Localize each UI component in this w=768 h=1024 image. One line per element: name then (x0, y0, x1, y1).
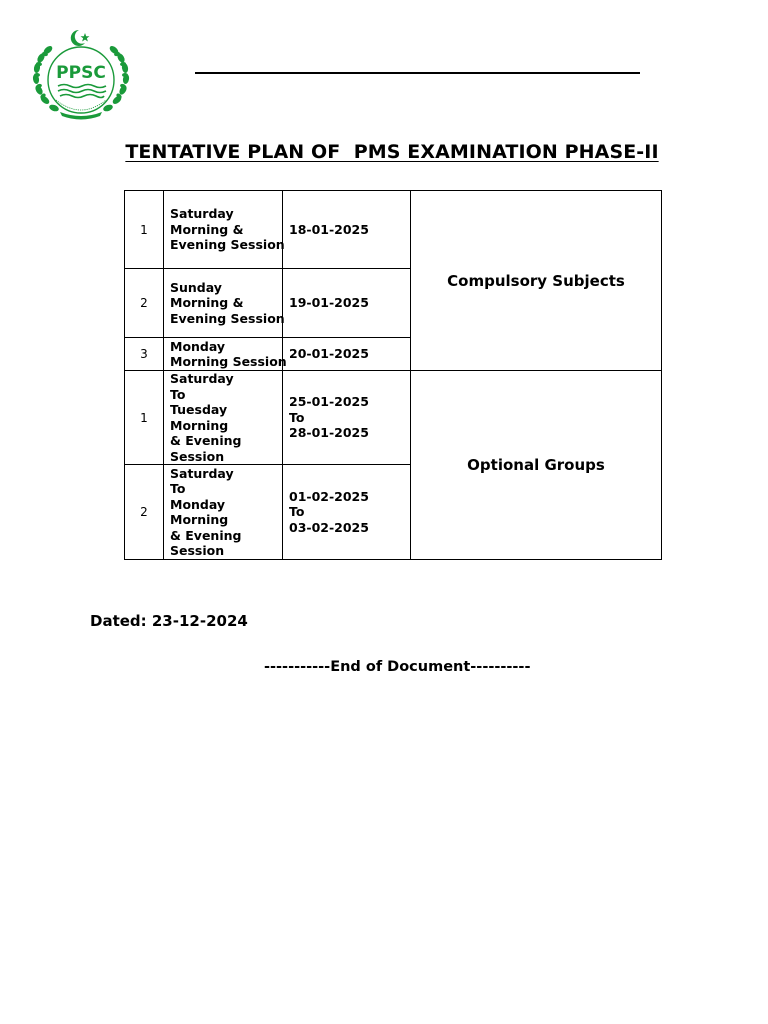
day-cell (164, 371, 283, 465)
ppsc-logo-icon (30, 28, 132, 120)
day-cell (164, 269, 283, 338)
day-line: Morning Session (170, 354, 287, 369)
svg-text:PPSC: PPSC (56, 63, 106, 83)
day-line: & Evening (170, 433, 242, 448)
day-line: Morning & (170, 221, 244, 237)
day-line: Saturday (170, 206, 234, 222)
dated-text: Dated: 23-12-2024 (90, 612, 248, 630)
date-line: 28-01-2025 (289, 425, 369, 441)
date-line: 18-01-2025 (289, 221, 369, 237)
date-cell (283, 191, 411, 269)
day-line: Morning (170, 417, 229, 433)
day-line: Morning & (170, 295, 244, 311)
day-line: Monday (170, 496, 226, 512)
day-line: To (170, 481, 186, 496)
table-row (125, 371, 662, 465)
day-line: Saturday (170, 371, 234, 386)
date-line: 01-02-2025 (289, 488, 369, 504)
end-of-document: -----------End of Document---------- (264, 659, 531, 675)
subject-cell: Compulsory Subjects (411, 191, 662, 371)
day-line: & Evening (170, 527, 242, 543)
row-number: 3 (125, 338, 164, 371)
day-line: Saturday (170, 465, 234, 481)
day-line: Tuesday (170, 402, 228, 417)
day-cell (164, 465, 283, 560)
date-line: 25-01-2025 (289, 394, 369, 410)
date-line: To (289, 504, 305, 520)
date-line: 03-02-2025 (289, 519, 369, 535)
day-line: Session (170, 543, 225, 558)
page-title: TENTATIVE PLAN OF PMS EXAMINATION PHASE-II (125, 141, 659, 163)
day-cell (164, 338, 287, 371)
day-cell (164, 191, 283, 269)
day-line: To (170, 386, 186, 402)
row-number: 2 (125, 269, 164, 338)
date-cell (283, 371, 411, 465)
day-line: Session (170, 448, 225, 464)
date-cell (283, 269, 411, 338)
table-row (125, 191, 662, 269)
day-line: Monday (170, 338, 226, 354)
row-number: 2 (125, 465, 164, 560)
schedule-table (124, 190, 662, 560)
day-line: Sunday (170, 279, 222, 295)
day-line: Evening Session (170, 237, 285, 253)
day-line: Morning (170, 512, 229, 527)
date-cell (283, 465, 411, 560)
row-number: 1 (125, 371, 164, 465)
day-line: Evening Session (170, 310, 285, 326)
date-line: 19-01-2025 (289, 295, 369, 311)
date-line: 20-01-2025 (289, 346, 369, 362)
date-line: To (289, 409, 305, 425)
header-rule (195, 72, 640, 74)
row-number: 1 (125, 191, 164, 269)
date-cell (283, 338, 411, 371)
subject-cell: Optional Groups (411, 371, 662, 560)
